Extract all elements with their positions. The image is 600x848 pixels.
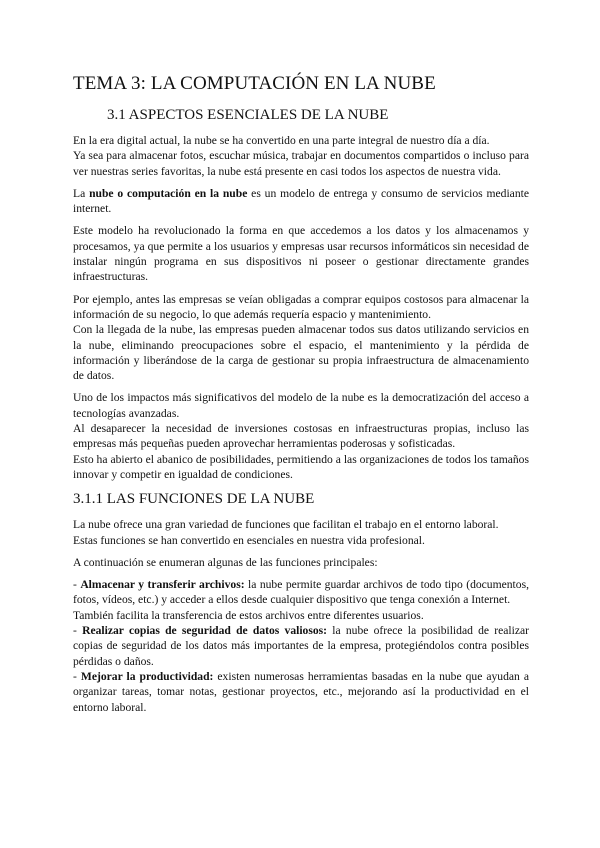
list-item-text: existen numerosas herramientas basadas en la nube que ayudan a organizar tareas, tomar notas, gestionar proyectos, etc., mejorando así la productividad en el entorno laboral.: [73, 669, 529, 714]
example-line-1: Por ejemplo, antes las empresas se veían obligadas a comprar equipos costosos para almacenar la información de su negocio, lo que además requería espacio y mantenimiento.: [73, 292, 529, 321]
definition-before: La: [73, 186, 90, 200]
list-item: [73, 623, 529, 669]
list-item-text: la nube permite guardar archivos de todo tipo (documentos, fotos, vídeos, etc.) y acceder a ellos desde cualquier dispositivo que tenga conexión a Internet.: [73, 578, 529, 607]
list-bullet: -: [73, 578, 81, 592]
list-intro: A continuación se enumeran algunas de las funciones principales:: [73, 555, 378, 569]
section-heading: 3.1 ASPECTOS ESENCIALES DE LA NUBE: [107, 107, 389, 123]
list-item: [73, 669, 529, 715]
definition-paragraph: [73, 186, 529, 217]
functions-list: [73, 577, 529, 715]
example-paragraph: [73, 292, 529, 384]
list-item-title: Realizar copias de seguridad de datos valiosos:: [82, 624, 328, 638]
page-content: [73, 72, 529, 715]
impact-line-3: Esto ha abierto el abanico de posibilidades, permitiendo a las organizaciones de todos los tamaños innovar y competir en igualdad de condiciones.: [73, 452, 529, 481]
example-line-2: Con la llegada de la nube, las empresas pueden almacenar todos sus datos utilizando servicios en la nube, eliminando preocupaciones sobre el espacio, el mantenimiento y la pérdida de información y liberándose de la carga de gestionar su propia infraestructura de almacenamiento de datos.: [73, 323, 529, 383]
page-title: TEMA 3: LA COMPUTACIÓN EN LA NUBE: [73, 73, 436, 94]
intro-line-2: Ya sea para almacenar fotos, escuchar música, trabajar en documentos compartidos o incluso para ver nuestras series favoritas, la nube está presente en casi todos los aspectos de nuestra vida.: [73, 149, 529, 178]
list-item-title: Mejorar la productividad:: [80, 669, 214, 683]
intro-paragraph: [73, 133, 529, 179]
list-item: [73, 577, 529, 608]
list-item-extra: También facilita la transferencia de estos archivos entre diferentes usuarios.: [73, 608, 424, 622]
intro-line-1: En la era digital actual, la nube se ha convertido en una parte integral de nuestro día a día.: [73, 134, 490, 147]
functions-intro-paragraph: [73, 517, 529, 548]
functions-intro-line-2: Estas funciones se han convertido en esenciales en nuestra vida profesional.: [73, 533, 425, 547]
impact-line-2: Al desaparecer la necesidad de inversiones costosas en infraestructuras propias, incluso las empresas más pequeñas pueden aprovechar herramientas poderosas y sofisticadas.: [73, 422, 529, 451]
impact-line-1: Uno de los impactos más significativos del modelo de la nube es la democratización del acceso a tecnologías avanzadas.: [73, 391, 529, 420]
list-bullet: -: [73, 624, 83, 638]
list-bullet: -: [73, 669, 81, 683]
impact-paragraph: [73, 390, 529, 482]
list-item-text: la nube ofrece la posibilidad de realizar copias de seguridad de los datos más importantes de la empresa, protegiéndolos contra posibles pérdidas o daños.: [73, 624, 530, 668]
model-paragraph: Este modelo ha revolucionado la forma en que accedemos a los datos y los almacenamos y procesamos, ya que permite a los usuarios y empresas usar recursos informáticos sin necesidad de instalar ningún programa en sus dispositivos ni poseer o gestionar directamente grandes infraestructuras.: [73, 224, 529, 284]
definition-term: nube o computación en la nube: [89, 186, 248, 200]
functions-intro-line-1: La nube ofrece una gran variedad de funciones que facilitan el trabajo en el entorno laboral.: [73, 518, 499, 532]
subsection-heading: 3.1.1 LAS FUNCIONES DE LA NUBE: [73, 491, 315, 508]
definition-after: es un modelo de entrega y consumo de servicios mediante internet.: [73, 186, 529, 216]
list-item-title: Almacenar y transferir archivos:: [80, 578, 245, 592]
